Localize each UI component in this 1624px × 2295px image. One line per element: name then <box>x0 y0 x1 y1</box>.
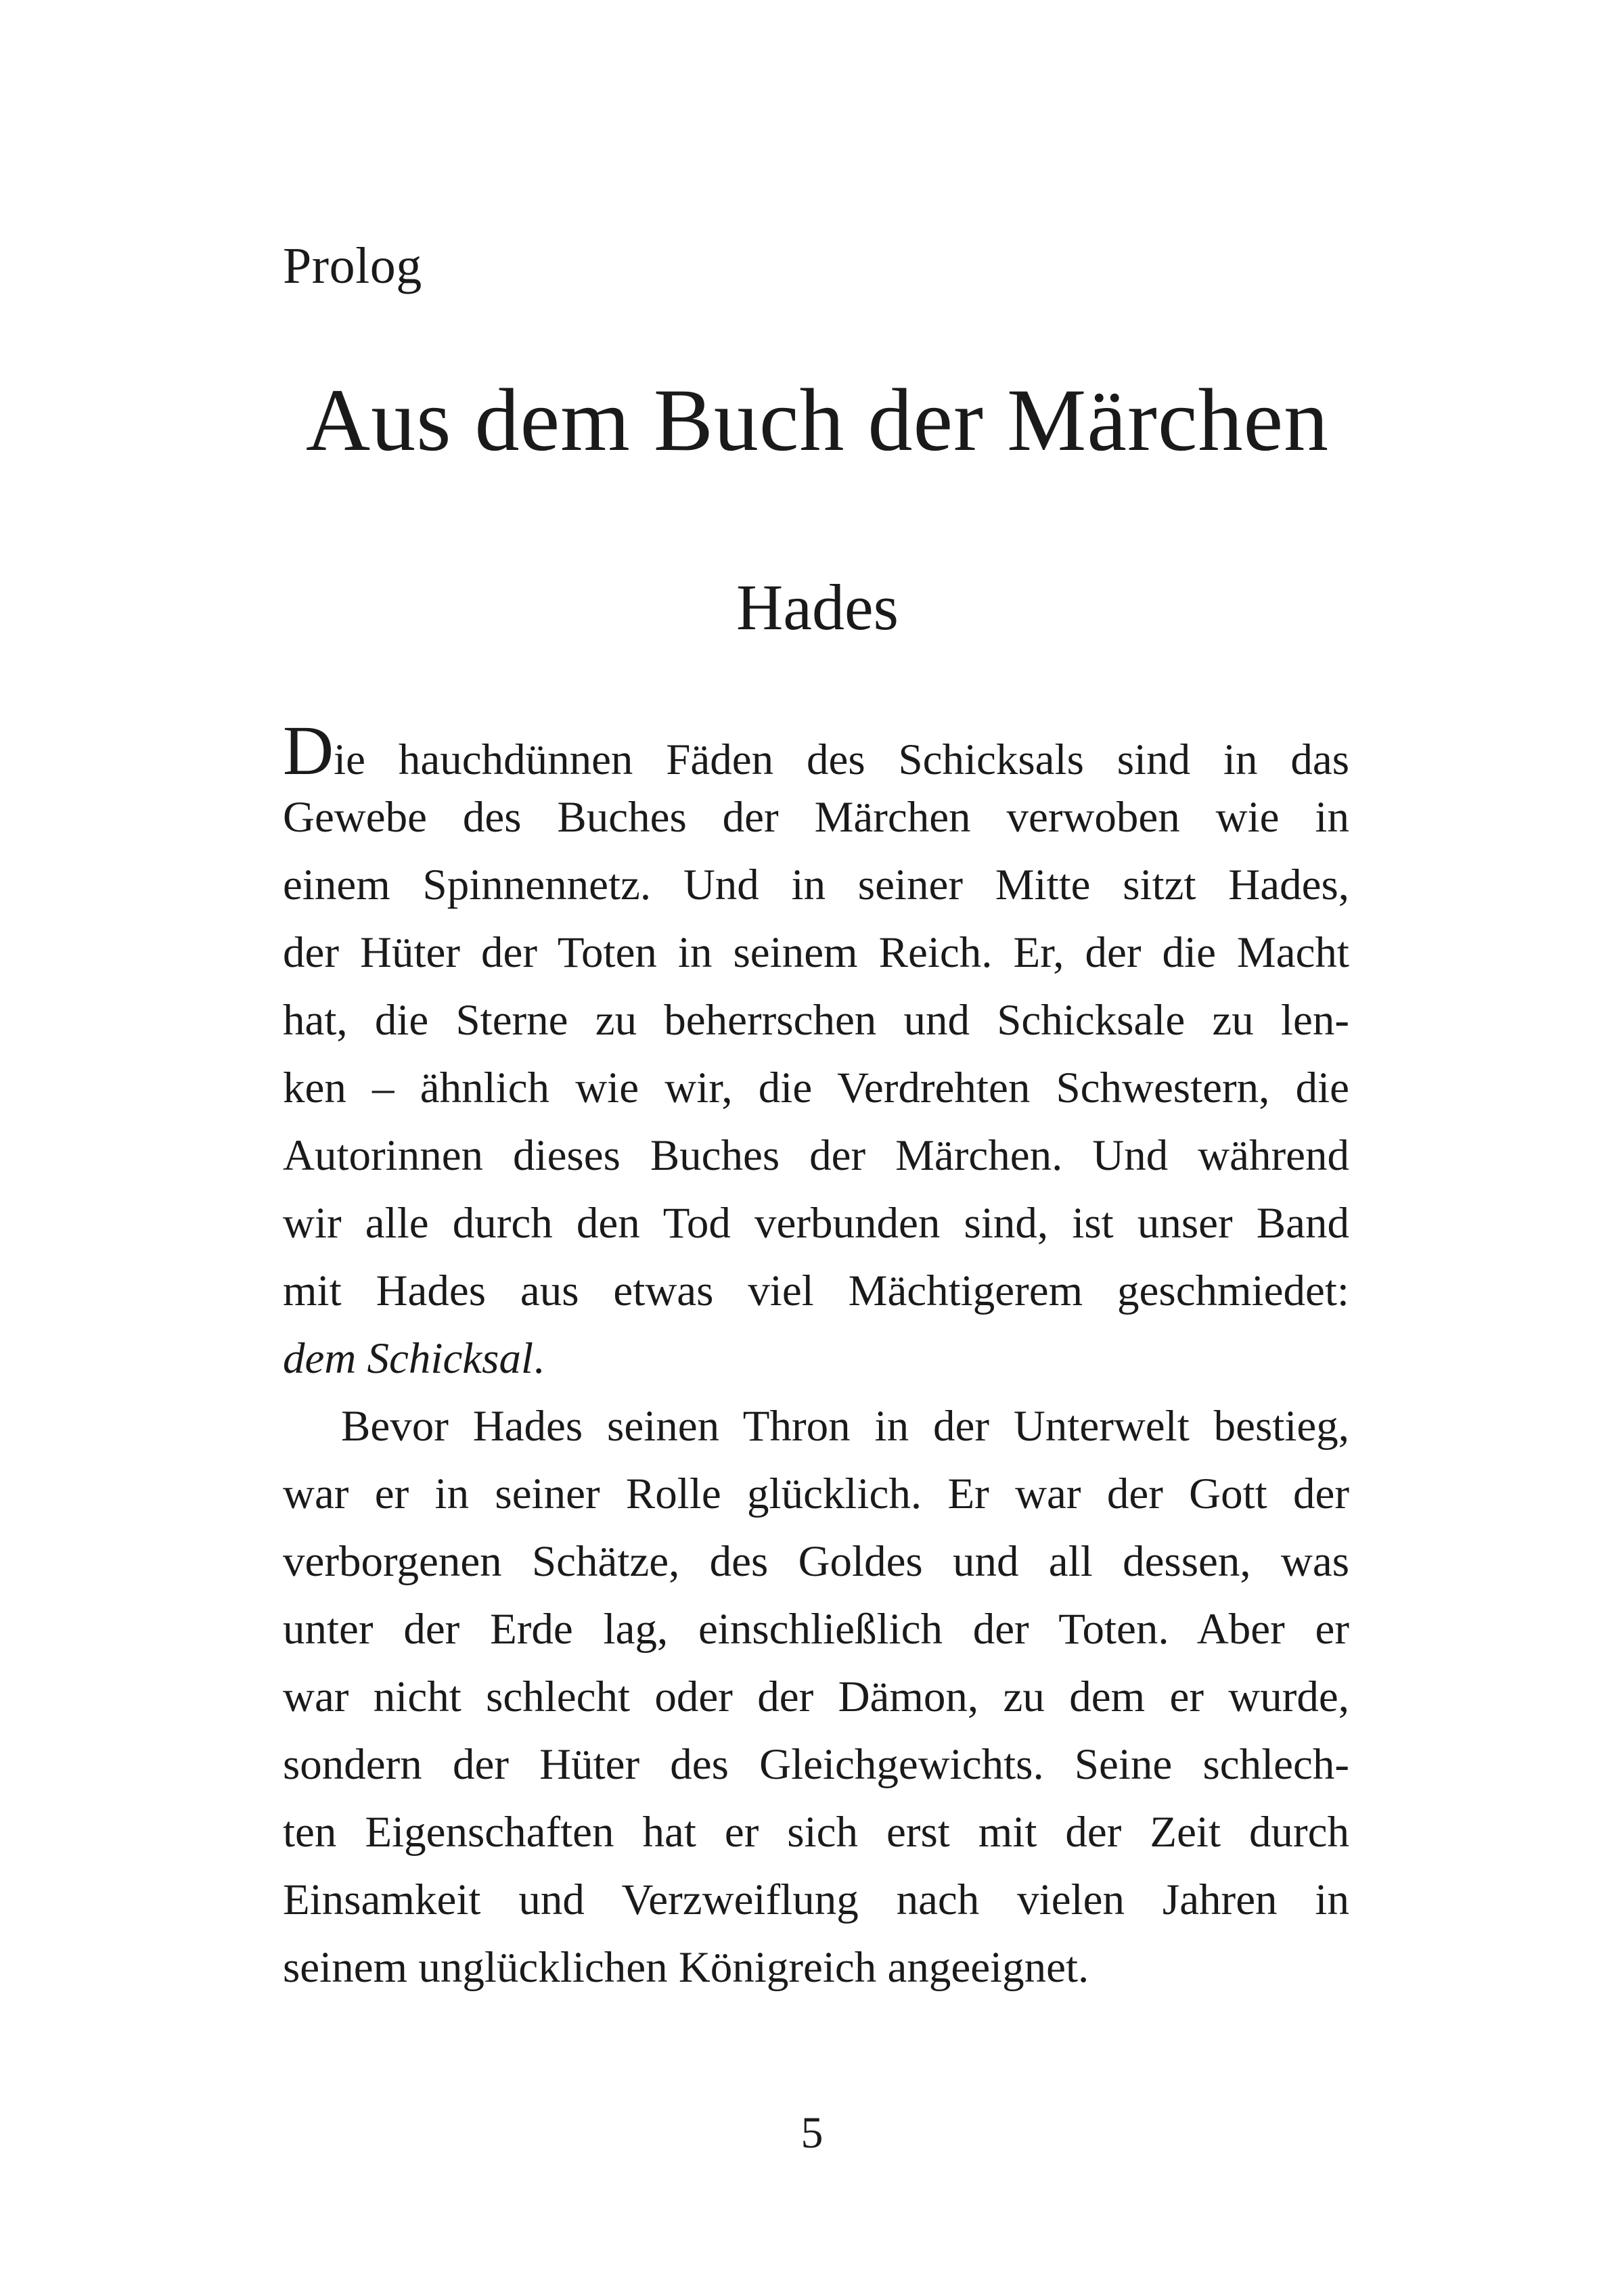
paragraph-1-line: hat, die Sterne zu beherrschen und Schicksale zu len- <box>283 996 1349 1045</box>
paragraph-2-line: ten Eigenschaften hat er sich erst mit der Zeit durch <box>283 1808 1349 1857</box>
paragraph-1-line: einem Spinnennetz. Und in seiner Mitte sitzt Hades, <box>283 861 1349 909</box>
period: . <box>533 1334 545 1383</box>
book-title: Aus dem Buch der Märchen <box>305 370 1330 470</box>
paragraph-2-line: Bevor Hades seinen Thron in der Unterwelt bestieg, <box>341 1402 1349 1451</box>
paragraph-1-line: Autorinnen dieses Buches der Märchen. Und während <box>283 1131 1349 1180</box>
section-label: Prolog <box>283 237 422 294</box>
paragraph-2-line: Einsamkeit und Verzweiflung nach vielen Jahren in <box>283 1876 1349 1924</box>
paragraph-1-line: der Hüter der Toten in seinem Reich. Er, der die Macht <box>283 928 1349 977</box>
chapter-title: Hades <box>736 571 899 643</box>
paragraph-1-last-line <box>283 1325 1349 1392</box>
paragraph-1-line: mit Hades aus etwas viel Mächtigerem geschmiedet: <box>283 1267 1349 1315</box>
paragraph-2-last-line: seinem unglücklichen Königreich angeeignet. <box>283 1943 1089 1992</box>
paragraph-2-line: war nicht schlecht oder der Dämon, zu dem er wurde, <box>283 1673 1349 1721</box>
paragraph-1-line: ken – ähnlich wie wir, die Verdrehten Schwestern, die <box>283 1064 1349 1112</box>
paragraph-2-line: war er in seiner Rolle glücklich. Er war der Gott der <box>283 1470 1349 1518</box>
italic-phrase: dem Schicksal <box>283 1334 534 1383</box>
paragraph-2-line: sondern der Hüter des Gleichgewichts. Seine schlech- <box>283 1740 1349 1789</box>
paragraph-2-line: unter der Erde lag, einschließlich der Toten. Aber er <box>283 1605 1349 1654</box>
page-number: 5 <box>800 2108 824 2158</box>
paragraph-2-line: verborgenen Schätze, des Goldes und all dessen, was <box>283 1537 1349 1586</box>
paragraph-1-line-1 <box>283 712 1349 790</box>
drop-cap: D <box>283 712 334 790</box>
body-text <box>283 712 1349 2001</box>
first-line-text: ie hauchdünnen Fäden des Schicksals sind in das <box>334 735 1349 784</box>
paragraph-1-line: Gewebe des Buches der Märchen verwoben wie in <box>283 793 1349 842</box>
paragraph-1-line: wir alle durch den Tod verbunden sind, ist unser Band <box>283 1199 1349 1248</box>
